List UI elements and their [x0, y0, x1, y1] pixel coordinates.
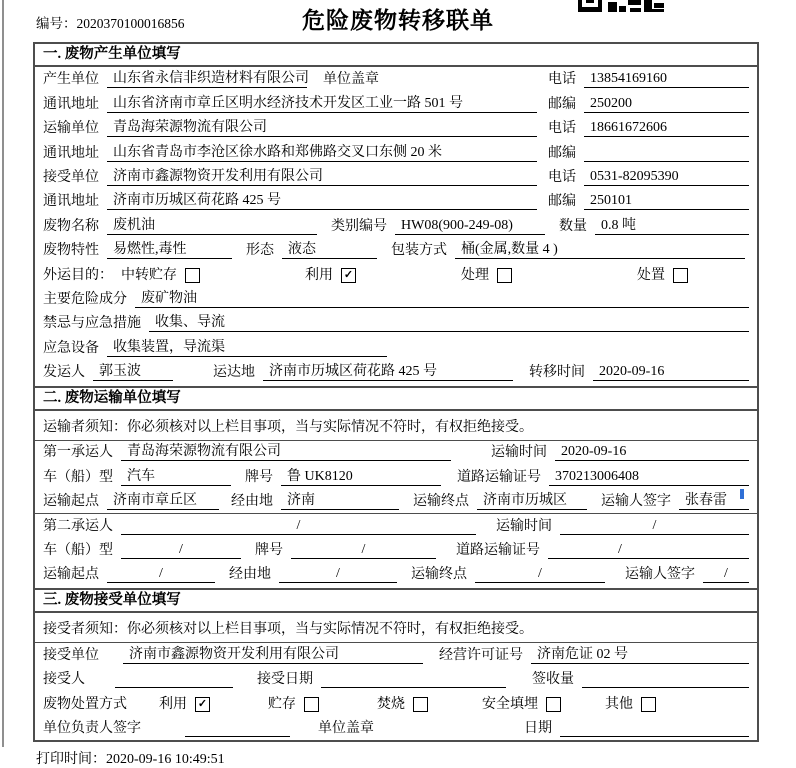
- hazard-components-value: 废矿物油: [135, 287, 749, 308]
- signoff-row: [35, 716, 757, 740]
- transporter-address-label: 通讯地址: [43, 145, 99, 161]
- manifest-table: [33, 42, 759, 742]
- disposal-utilize-checkbox: ✓: [195, 697, 210, 712]
- waste-name-row: [35, 213, 757, 237]
- print-time-label: 打印时间：: [36, 752, 106, 767]
- receiver-zip-label: 邮编: [548, 194, 576, 210]
- utilize-label: 利用: [305, 267, 333, 283]
- transport-time2-label: 运输时间: [496, 518, 552, 534]
- treat-label: 处理: [461, 267, 489, 283]
- purpose-option-dispose: [637, 264, 688, 287]
- receipt-qty-label: 签收量: [532, 672, 574, 688]
- vehicle2-permit-value: /: [548, 542, 749, 559]
- hazard-components-row: [35, 287, 757, 311]
- purpose-option-utilize: [305, 264, 356, 287]
- dispose-label: 处置: [637, 267, 665, 283]
- transfer-time-label: 转移时间: [529, 365, 585, 381]
- waste-props-label: 废物特性: [43, 243, 99, 259]
- vehicle1-type-label: 车（船）型: [43, 469, 113, 485]
- producer-phone-label: 电话: [548, 72, 576, 88]
- route1-via-value: 济南: [281, 489, 399, 510]
- disposal-store-checkbox: [304, 697, 319, 712]
- route1-dest-label: 运输终点: [413, 494, 469, 510]
- transfer-storage-checkbox: [185, 268, 200, 283]
- emergency-measures-value: 收集、导流: [149, 311, 749, 332]
- vehicle2-row: [35, 538, 757, 562]
- route1-row: [35, 489, 757, 513]
- route2-origin-label: 运输起点: [43, 567, 99, 583]
- receipt-qty-value: [582, 671, 749, 688]
- destination-value: 济南市历城区荷花路 425 号: [263, 360, 513, 381]
- utilize-checkbox: ✓: [341, 268, 356, 283]
- receiver-unit-label: 接受单位: [43, 169, 99, 185]
- license-label: 经营许可证号: [439, 647, 523, 663]
- route1-sign-value: 张春雷: [679, 489, 749, 510]
- transfer-purpose-label: 外运目的：: [43, 267, 113, 283]
- serial-label: 编号：: [36, 16, 77, 31]
- producer-address-value: 山东省济南市章丘区明水经济技术开发区工业一路 501 号: [107, 92, 537, 113]
- transfer-time-value: 2020-09-16: [593, 364, 749, 381]
- disposal-store-label: 贮存: [268, 696, 296, 712]
- signoff-date-value: [560, 720, 749, 737]
- disposal-landfill-checkbox: [546, 697, 561, 712]
- disposal-option-landfill: [482, 693, 561, 716]
- vehicle2-plate-value: /: [291, 542, 436, 559]
- transport-time-label: 运输时间: [491, 445, 547, 461]
- vehicle1-plate-value: 鲁 UK8120: [281, 465, 441, 486]
- waste-name-label: 废物名称: [43, 218, 99, 234]
- waste-code-label: 类别编号: [331, 218, 387, 234]
- unit-seal-label: 单位盖章: [323, 72, 379, 88]
- receiver-zip-value: 250101: [584, 193, 749, 210]
- disposal-other-label: 其他: [605, 696, 633, 712]
- route2-row: [35, 562, 757, 586]
- transporter-zip-label: 邮编: [548, 145, 576, 161]
- print-time: [36, 748, 225, 768]
- disposal-utilize-label: 利用: [159, 696, 187, 712]
- second-carrier-row: [35, 513, 757, 537]
- section2-heading: 二. 废物运输单位填写: [35, 386, 757, 411]
- receiver-address-label: 通讯地址: [43, 194, 99, 210]
- transporter-phone-value: 18661672606: [584, 120, 749, 137]
- receiver-unit-row: [35, 165, 757, 189]
- dispatch-row: [35, 360, 757, 384]
- transporter-phone-label: 电话: [548, 121, 576, 137]
- transporter-address-row: [35, 140, 757, 164]
- transfer-purpose-row: [35, 262, 757, 286]
- dispatcher-label: 发运人: [43, 365, 85, 381]
- section1-heading: 一. 废物产生单位填写: [35, 44, 757, 67]
- transporter-address-value: 山东省青岛市李沧区徐水路和郑佛路交叉口东侧 20 米: [107, 141, 537, 162]
- purpose-option-transfer-storage: [121, 264, 200, 287]
- scan-edge-line: [2, 0, 4, 747]
- disposal-option-other: [605, 693, 656, 716]
- transporter-notice-text: 运输者须知：你必须核对以上栏目事项，当与实际情况不符时，有权拒绝接受。: [43, 419, 533, 435]
- route1-dest-value: 济南市历城区: [477, 489, 587, 510]
- first-carrier-value: 青岛海荣源物流有限公司: [121, 440, 451, 461]
- route2-via-label: 经由地: [229, 567, 271, 583]
- producer-address-label: 通讯地址: [43, 96, 99, 112]
- serial-value: 2020370100016856: [76, 16, 185, 31]
- qr-code-fragment: [578, 0, 664, 12]
- route2-via-value: /: [279, 566, 397, 583]
- section3-heading: 三. 废物接受单位填写: [35, 588, 757, 613]
- route2-sign-label: 运输人签字: [625, 567, 695, 583]
- emergency-equipment-label: 应急设备: [43, 340, 99, 356]
- receiver-notice: [35, 613, 757, 642]
- treat-checkbox: [497, 268, 512, 283]
- disposal-landfill-label: 安全填埋: [482, 696, 538, 712]
- emergency-equipment-row: [35, 335, 757, 359]
- producer-unit-row: [35, 67, 757, 91]
- vehicle2-type-label: 车（船）型: [43, 543, 113, 559]
- waste-form-label: 形态: [246, 243, 274, 259]
- transfer-storage-label: 中转贮存: [121, 267, 177, 283]
- transport-time2-value: /: [560, 518, 749, 535]
- second-carrier-label: 第二承运人: [43, 518, 113, 534]
- emergency-equipment-value: 收集装置，导流渠: [107, 336, 387, 357]
- route1-via-label: 经由地: [231, 494, 273, 510]
- waste-props-value: 易燃性,毒性: [107, 238, 232, 259]
- disposal-other-checkbox: [641, 697, 656, 712]
- route1-origin-value: 济南市章丘区: [107, 489, 219, 510]
- waste-code-value: HW08(900-249-08): [395, 218, 545, 235]
- print-time-value: 2020-09-16 10:49:51: [106, 752, 225, 767]
- waste-props-row: [35, 238, 757, 262]
- waste-qty-label: 数量: [559, 218, 587, 234]
- dispatcher-value: 郭玉波: [93, 360, 173, 381]
- emergency-measures-label: 禁忌与应急措施: [43, 316, 141, 332]
- signoff-label: 单位负责人签字: [43, 720, 141, 736]
- first-carrier-row: [35, 440, 757, 464]
- acceptor-row: [35, 667, 757, 691]
- producer-zip-value: 250200: [584, 96, 749, 113]
- destination-label: 运达地: [213, 365, 255, 381]
- license-value: 济南危证 02 号: [531, 643, 749, 664]
- vehicle2-plate-label: 牌号: [255, 543, 283, 559]
- signoff-seal-label: 单位盖章: [318, 720, 374, 736]
- waste-form-value: 液态: [282, 238, 377, 259]
- disposal-option-store: [268, 693, 319, 716]
- accept-unit-label: 接受单位: [43, 647, 99, 663]
- accept-date-value: [321, 671, 506, 688]
- disposal-option-incinerate: [377, 693, 428, 716]
- cursor-artifact: [740, 489, 744, 499]
- transporter-unit-value: 青岛海荣源物流有限公司: [107, 116, 537, 137]
- vehicle1-permit-label: 道路运输证号: [457, 469, 541, 485]
- waste-pack-value: 桶(金属,数量 4 ): [455, 238, 745, 259]
- route1-sign-label: 运输人签字: [601, 494, 671, 510]
- accept-unit-row: [35, 642, 757, 666]
- transport-time-value: 2020-09-16: [555, 444, 749, 461]
- receiver-phone-value: 0531-82095390: [584, 169, 749, 186]
- receiver-notice-text: 接受者须知：你必须核对以上栏目事项，当与实际情况不符时，有权拒绝接受。: [43, 621, 533, 637]
- emergency-measures-row: [35, 311, 757, 335]
- first-carrier-label: 第一承运人: [43, 445, 113, 461]
- form-title: 危险废物转移联单: [302, 8, 494, 33]
- vehicle1-plate-label: 牌号: [245, 469, 273, 485]
- disposal-incinerate-label: 焚烧: [377, 696, 405, 712]
- vehicle2-type-value: /: [121, 542, 241, 559]
- receiver-address-value: 济南市历城区荷花路 425 号: [107, 189, 537, 210]
- vehicle1-row: [35, 464, 757, 488]
- accept-unit-value: 济南市鑫源物资开发利用有限公司: [123, 643, 423, 664]
- disposal-method-row: [35, 691, 757, 715]
- producer-phone-value: 13854169160: [584, 71, 749, 88]
- transporter-unit-row: [35, 116, 757, 140]
- document-header: [0, 0, 796, 40]
- route2-dest-value: /: [475, 566, 605, 583]
- second-carrier-value: /: [121, 518, 476, 535]
- acceptor-label: 接受人: [43, 672, 85, 688]
- producer-address-row: [35, 91, 757, 115]
- acceptor-value: [115, 671, 233, 688]
- receiver-unit-value: 济南市鑫源物资开发利用有限公司: [107, 165, 537, 186]
- disposal-method-label: 废物处置方式: [43, 696, 127, 712]
- receiver-phone-label: 电话: [548, 169, 576, 185]
- waste-pack-label: 包装方式: [391, 243, 447, 259]
- purpose-option-treat: [461, 264, 512, 287]
- producer-zip-label: 邮编: [548, 96, 576, 112]
- transporter-zip-value: [584, 145, 749, 162]
- accept-date-label: 接受日期: [257, 672, 313, 688]
- vehicle1-permit-value: 370213006408: [549, 469, 749, 486]
- transporter-unit-label2: 运输单位: [43, 121, 99, 137]
- signoff-value: [185, 720, 290, 737]
- vehicle2-permit-label: 道路运输证号: [456, 543, 540, 559]
- waste-qty-value: 0.8 吨: [595, 214, 749, 235]
- hazard-components-label: 主要危险成分: [43, 291, 127, 307]
- route2-dest-label: 运输终点: [411, 567, 467, 583]
- disposal-incinerate-checkbox: [413, 697, 428, 712]
- dispose-checkbox: [673, 268, 688, 283]
- signoff-date-label: 日期: [524, 720, 552, 736]
- vehicle1-type-value: 汽车: [121, 465, 231, 486]
- transporter-notice: [35, 411, 757, 440]
- route2-sign-value: /: [703, 566, 749, 583]
- route2-origin-value: /: [107, 566, 215, 583]
- producer-unit-label: 产生单位: [43, 72, 99, 88]
- route1-origin-label: 运输起点: [43, 494, 99, 510]
- producer-unit-value: 山东省永信非织造材料有限公司: [107, 67, 307, 88]
- disposal-option-utilize: [159, 693, 210, 716]
- waste-name-value: 废机油: [107, 214, 317, 235]
- receiver-address-row: [35, 189, 757, 213]
